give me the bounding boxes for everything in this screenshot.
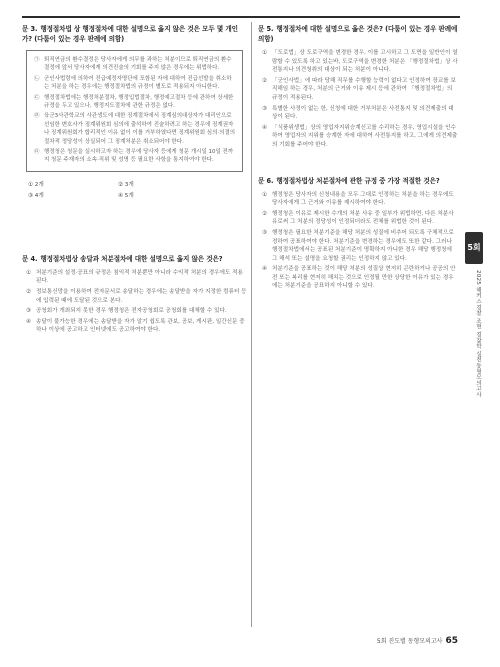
question-4-title (22, 254, 247, 264)
statement-item (34, 148, 236, 165)
question-6-title (258, 176, 458, 186)
page-footer (377, 636, 458, 646)
book-title-vertical: 2025 해커스경찰 조현 경찰학 실전동형모의고사 (475, 270, 481, 398)
statement-text: 행정절차법에는 행정처분절차, 행정입법절차, 행정예고절차 등에 관하여 상세한 규정을 두고 있으나, 행정지도절차에 관한 규정은 없다. (44, 94, 234, 110)
option-text: 송달이 불가능한 경우에는 송달받을 자가 알기 쉽도록 관보, 공보, 게시판, 일간신문 중 하나 이상에 공고하고 인터넷에도 공고하여야 한다. (36, 318, 245, 334)
statement-text: 육군3사관학교의 사관생도에 대한 징계절차에서 징계심의대상자가 대리인으로 선임한 변호사가 징계위원회 심의에 출석하여 진술하려고 하는 경우에 징계권자나 징계위원회가 합리적인 이유 없이 이를 거부하였다면 징계위원회 심의·의결의 절차적 정당성이 상실되어 그 징계처분은 취소되어야 한다. (44, 113, 236, 145)
answer-option[interactable] (262, 191, 458, 208)
question-4-text: 행정절차법상 송달과 처분절차에 대한 설명으로 옳지 않은 것은? (40, 254, 223, 263)
top-rule (22, 16, 460, 18)
answer-option[interactable] (262, 229, 458, 263)
question-3-statement-box (26, 50, 243, 172)
option-text: 공청회가 개최되지 못한 경우 행정청은 전자공청회로 공청회를 대체할 수 있다. (36, 308, 227, 315)
option-marker: ③ (262, 229, 268, 236)
question-6 (258, 176, 458, 292)
option-marker: ① (262, 50, 268, 56)
option-text: 행정청은 필요한 처분기준을 해당 처분의 성질에 비추어 되도록 구체적으로 정하여 공표하여야 한다. 처분기준을 변경하는 경우에도 또한 같다. 그러나 행정절차법에서는 공표된 처분기준이 명확하지 아니한 경우 해당 행정청에 그 해석 또는 설명을 요청할 권리는 인정하지 않고 있다. (272, 229, 454, 262)
question-3-title (22, 24, 247, 44)
answer-option[interactable] (262, 124, 458, 150)
statement-text: 행정청은 청문을 실시하고자 하는 경우에 당사자 등에게 청문 개시일 10일 전까지 청문 주재자의 소속·직위 및 성명 등 필요한 사항을 통지하여야 한다. (44, 149, 234, 164)
option-text: 처분기준을 공표하는 것이 해당 처분의 성질상 현저히 곤란하거나 공공의 안전 또는 복리를 현저히 해치는 것으로 인정될 만한 상당한 이유가 있는 경우에는 처분기준을 공표하지 아니할 수 있다. (272, 266, 456, 290)
option-marker: ③ (262, 105, 268, 112)
option-marker: ② (26, 289, 32, 296)
right-column (258, 24, 458, 293)
question-3-text: 행정절차법 상 행정절차에 대한 설명으로 옳지 않은 것은 모두 몇 개인가? (다툼이 있는 경우 판례에 의함) (22, 25, 238, 43)
answer-option[interactable] (262, 210, 458, 227)
question-3-choices (22, 181, 247, 200)
statement-marker: ㉠ (34, 57, 40, 63)
statement-text: 퇴직연금의 환수결정은 당사자에게 의무를 과하는 처분이므로 퇴직연금의 환수결정에 앞서 당사자에게 의견진술의 기회를 주지 않은 경우에는 위법하다. (44, 57, 232, 72)
statement-item (34, 75, 236, 92)
question-6-number: 문 6. (258, 176, 274, 185)
question-4-number: 문 4. (22, 254, 38, 263)
answer-option[interactable] (26, 307, 247, 316)
page-number: 65 (445, 636, 458, 646)
question-5-number: 문 5. (258, 25, 274, 33)
option-marker: ② (262, 210, 268, 217)
question-4 (22, 254, 247, 335)
answer-option[interactable] (26, 269, 247, 286)
answer-choice[interactable]: ① 2개 (28, 181, 44, 188)
left-column (22, 24, 247, 337)
statement-item (34, 94, 236, 111)
option-text: 「도로법」상 도로구역을 변경한 경우, 이를 고시하고 그 도면을 일반인이 열람할 수 있도록 하고 있는바, 도로구역을 변경한 처분은 「행정절차법」상 사전통지나 의견청취의 대상이 되는 처분이 아니다. (272, 50, 458, 74)
answer-option[interactable] (26, 318, 247, 335)
option-text: 정보통신망을 이용하여 전자문서로 송달하는 경우에는 송달받을 자가 지정한 컴퓨터 등에 입력된 때에 도달된 것으로 본다. (36, 289, 247, 304)
option-text: 처분기준의 설정·공표의 규정은 침익적 처분뿐만 아니라 수익적 처분의 경우에도 적용된다. (36, 269, 243, 285)
answer-option[interactable] (26, 288, 247, 305)
statement-marker: ㉣ (34, 113, 40, 120)
option-marker: ④ (262, 266, 268, 273)
statement-marker: ㉢ (34, 94, 40, 101)
option-marker: ④ (26, 318, 32, 325)
statement-marker: ㉡ (34, 75, 40, 82)
question-4-options (22, 269, 247, 335)
answer-choice[interactable]: ③ 4개 (28, 192, 44, 199)
option-text: 「식품위생법」상의 영업자지위승계신고를 수리하는 경우, 영업시설을 인수하여 영업자의 지위를 승계한 자에 대하여 사전통지를 하고, 그에게 의견제출의 기회를 주어야 한다. (272, 124, 458, 148)
answer-option[interactable] (262, 77, 458, 103)
question-3 (22, 24, 247, 200)
answer-option[interactable] (262, 49, 458, 75)
option-text: 특별한 사정이 없는 한, 신청에 대한 거부처분은 사전통지 및 의견제출의 대상이 된다. (272, 105, 454, 121)
question-5-options (258, 49, 458, 150)
statement-item (34, 56, 236, 73)
question-6-text: 행정절차법상 처분절차에 관한 규정 중 가장 적절한 것은? (276, 176, 440, 185)
answer-option[interactable] (262, 265, 458, 291)
question-6-options (258, 191, 458, 292)
column-divider (251, 22, 252, 627)
option-marker: ④ (262, 124, 268, 131)
answer-choice[interactable]: ② 3개 (118, 181, 134, 188)
option-text: 행정청은 당사자의 신청내용을 모두 그대로 인정하는 처분을 하는 경우에도 당사자에게 그 근거와 이유를 제시하여야 한다. (272, 191, 454, 207)
question-5-title (258, 24, 458, 44)
question-5-text: 행정절차에 대한 설명으로 옳은 것은? (다툼이 있는 경우 판례에 의함) (258, 25, 458, 43)
round-tab-label: 5회 (467, 243, 481, 252)
option-text: 행정청은 이유로 제시한 수개의 처분 사유 중 일부가 위법하면, 다른 처분사유로써 그 처분의 정당성이 인정되더라도 전체를 위법한 것이 된다. (272, 210, 454, 226)
answer-choice[interactable]: ④ 5개 (118, 192, 134, 199)
statement-item (34, 112, 236, 146)
option-marker: ① (262, 191, 268, 198)
option-marker: ③ (26, 308, 32, 315)
question-3-number: 문 3. (22, 25, 38, 33)
option-text: 「군인사법」에 따라 당해 직무를 수행할 능력이 없다고 인정하여 장교를 보직해임 하는 경우, 처분의 근거와 이유 제시 등에 관하여 「행정절차법」의 규정이 적용된다. (272, 77, 456, 101)
answer-option[interactable] (262, 105, 458, 122)
option-marker: ② (262, 77, 268, 84)
statement-text: 군인사법령에 의하여 진급예정자명단에 포함된 자에 대하여 진급선발을 취소하는 처분을 하는 경우에는 행정절차법의 규정이 별도로 적용되지 아니한다. (44, 75, 232, 91)
statement-marker: ㉤ (34, 149, 40, 156)
option-marker: ① (26, 269, 32, 276)
footer-label: 5회 진도별 동형모의고사 (376, 638, 443, 645)
question-5 (258, 24, 458, 150)
